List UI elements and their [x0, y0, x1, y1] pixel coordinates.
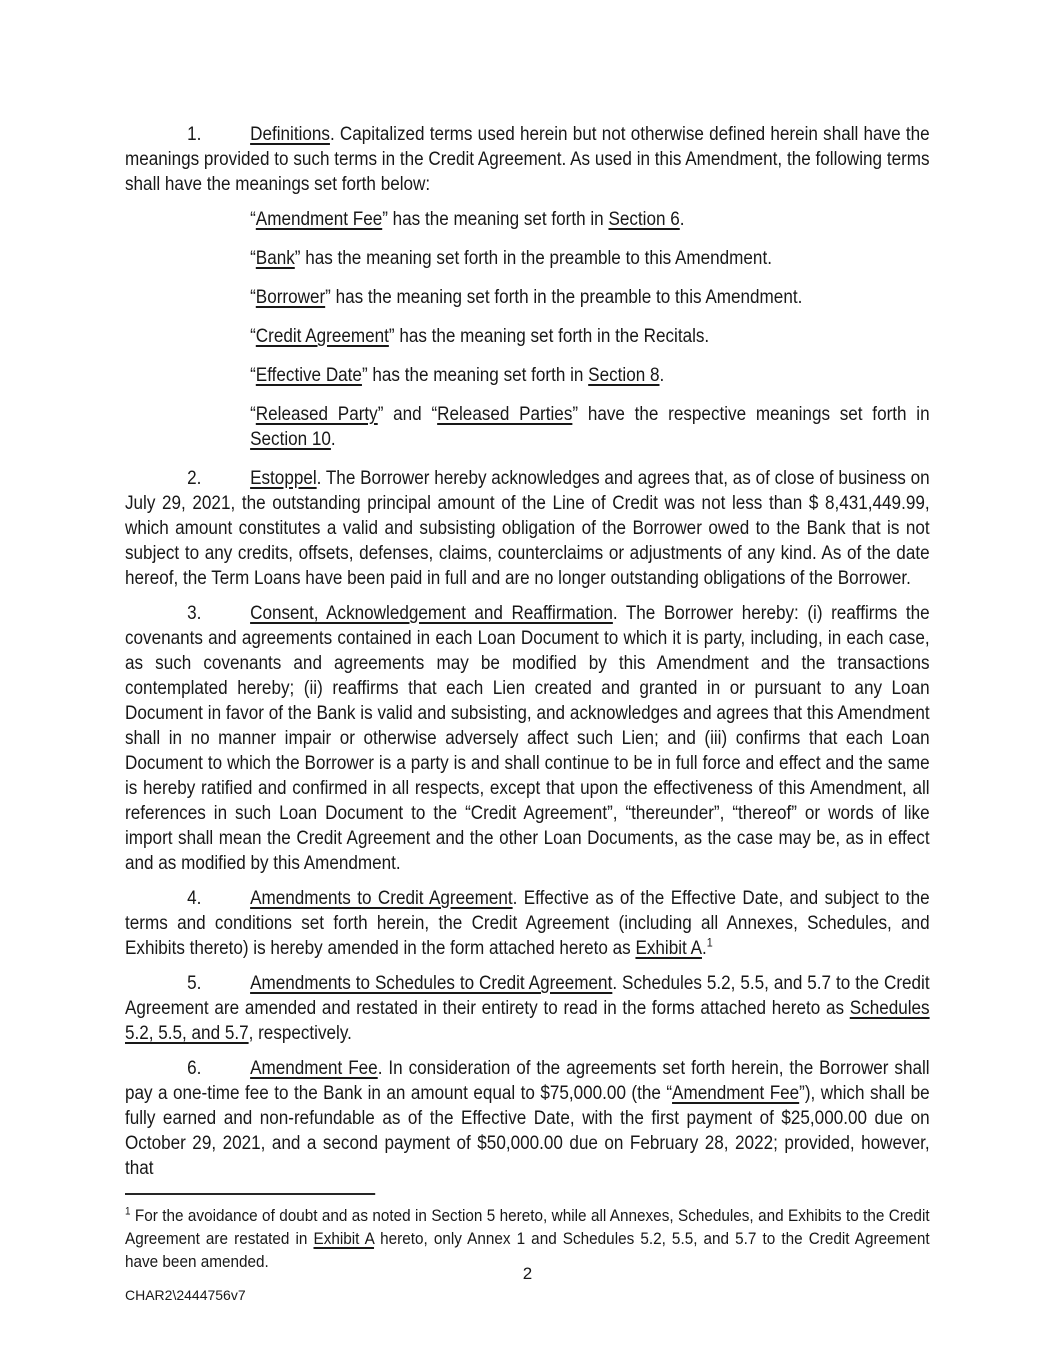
underlined-term: Section 6	[608, 209, 680, 230]
footnote-text	[125, 1206, 930, 1271]
underlined-term: Amendments to Schedules to Credit Agreement	[250, 973, 613, 994]
section-number: 4.	[187, 888, 202, 909]
text-segment: . In consideration of the agreements set forth herein, the Borrower shall pay a one-time fee to the Bank in an amount equal to $75,000.00 (the “	[125, 1058, 930, 1104]
section-4-amendments-to-credit-agreement	[125, 886, 930, 961]
footnote-reference: 1	[706, 935, 713, 950]
text-segment: . Effective as of the Effective Date, and subject to the terms and conditions set forth herein, the Credit Agreement (including all Annexes, Schedules, and Exhibits thereto) is hereby amended in the form attached hereto as	[125, 888, 930, 959]
definition-credit-agreement	[250, 324, 930, 349]
underlined-term: Effective Date	[255, 365, 362, 386]
section-number: 5.	[187, 973, 202, 994]
underlined-term: Definitions	[250, 124, 330, 145]
definition-text: “Released Party” and “Released Parties” have the respective meanings set forth in Section 10.	[250, 404, 930, 450]
underlined-term: Released Parties	[437, 404, 573, 425]
underlined-term: Amendment Fee	[250, 1058, 378, 1079]
underlined-term: Schedules 5.2, 5.5, and 5.7	[125, 998, 930, 1044]
definition-text: “Credit Agreement” has the meaning set forth in the Recitals.	[250, 326, 710, 347]
footnote-marker: 1	[125, 1205, 131, 1218]
definition-borrower	[250, 285, 930, 310]
section-3-consent-acknowledgement-reaffirmation	[125, 601, 930, 876]
footnote-separator	[125, 1193, 375, 1195]
underlined-term: Section 10	[250, 429, 331, 450]
section-number: 3.	[187, 603, 202, 624]
footnote-1	[125, 1204, 930, 1273]
definition-released-party	[250, 402, 930, 452]
document-body	[125, 0, 930, 1273]
section-2-estoppel	[125, 466, 930, 591]
section-number: 1.	[187, 124, 202, 145]
definition-text: “Bank” has the meaning set forth in the preamble to this Amendment.	[250, 248, 772, 269]
underlined-term: Bank	[255, 248, 295, 269]
underlined-term: Credit Agreement	[255, 326, 389, 347]
section-text: Amendments to Credit Agreement. Effective as of the Effective Date, and subject to the terms and conditions set forth herein, the Credit Agreement (including all Annexes, Schedules, and Exhibits thereto) is hereby amended in the form attached hereto as Exhibit A.$^1$	[125, 888, 930, 959]
section-1-definitions	[125, 122, 930, 197]
definition-bank	[250, 246, 930, 271]
section-number: 2.	[187, 468, 202, 489]
definition-text: “Borrower” has the meaning set forth in the preamble to this Amendment.	[250, 287, 803, 308]
text-segment: . Capitalized terms used herein but not otherwise defined herein shall have the meanings provided to such terms in the Credit Agreement. As used in this Amendment, the following terms shall have the meanings set forth below:	[125, 124, 930, 195]
section-5-amendments-to-schedules	[125, 971, 930, 1046]
text-segment: . The Borrower hereby: (i) reaffirms the covenants and agreements contained in each Loan Document to which it is party, including, in each case, as such covenants and agreements may be modified by this Amendment and the transactions contemplated hereby; (ii) reaffirms that each Lien created and granted in or pursuant to any Loan Document in favor of the Bank is valid and subsisting, and acknowledges and agrees that this Amendment shall in no manner impair or otherwise adversely affect such Lien; and (iii) confirms that each Loan Document to which the Borrower is a party is and shall continue to be in full force and effect and the same is hereby ratified and confirmed in all respects, except that upon the effectiveness of this Amendment, all references in such Loan Document to the “Credit Agreement”, “thereunder”, “thereof” or words of like import shall mean the Credit Agreement and the other Loan Documents, as the case may be, as in effect and as modified by this Amendment.	[125, 603, 930, 874]
underlined-term: Exhibit A	[635, 938, 702, 959]
text-segment: . Schedules 5.2, 5.5, and 5.7 to the Credit Agreement are amended and restated in their entirety to read in the forms attached hereto as	[125, 973, 930, 1019]
page-number: 2	[522, 1264, 533, 1283]
definition-text: “Effective Date” has the meaning set forth in Section 8.	[250, 365, 665, 386]
underlined-term: Released Party	[255, 404, 378, 425]
definition-amendment-fee	[250, 207, 930, 232]
text-segment: , respectively.	[248, 1023, 352, 1044]
definition-effective-date	[250, 363, 930, 388]
definition-text: “Amendment Fee” has the meaning set forth in Section 6.	[250, 209, 685, 230]
underlined-term: Consent, Acknowledgement and Reaffirmation	[250, 603, 613, 624]
underlined-term: Borrower	[255, 287, 326, 308]
underlined-term: Estoppel	[250, 468, 317, 489]
underlined-term: Exhibit A	[313, 1229, 375, 1248]
text-segment: For the avoidance of doubt and as noted in Section 5 hereto, while all Annexes, Schedules, and Exhibits to the Credit Agreement are restated in	[125, 1206, 930, 1248]
text-segment: hereto, only Annex 1 and Schedules 5.2, 5.5, and 5.7 to the Credit Agreement have been amended.	[125, 1229, 930, 1271]
underlined-term: Amendments to Credit Agreement	[250, 888, 513, 909]
text-segment: . The Borrower hereby acknowledges and agrees that, as of close of business on July 29, 2021, the outstanding principal amount of the Line of Credit was not less than $ 8,431,449.99, which amount constitutes a valid and subsisting obligation of the Borrower owed to the Bank that is not subject to any credits, offsets, defenses, claims, counterclaims or adjustments of any kind. As of the date hereof, the Term Loans have been paid in full and are no longer outstanding obligations of the Borrower.	[125, 468, 930, 589]
section-6-amendment-fee	[125, 1056, 930, 1181]
section-number: 6.	[187, 1058, 202, 1079]
section-text	[125, 603, 930, 874]
document-id-stamp: CHAR2\2444756v7	[125, 1287, 246, 1303]
underlined-term: Section 8	[588, 365, 660, 386]
underlined-term: Amendment Fee	[672, 1083, 800, 1104]
underlined-term: Amendment Fee	[255, 209, 383, 230]
text-segment: ”), which shall be fully earned and non-refundable as of the Effective Date, with the first payment of $25,000.00 due on October 29, 2021, and a second payment of $50,000.00 due on February 28, 2022; provided, however, that	[125, 1083, 930, 1179]
